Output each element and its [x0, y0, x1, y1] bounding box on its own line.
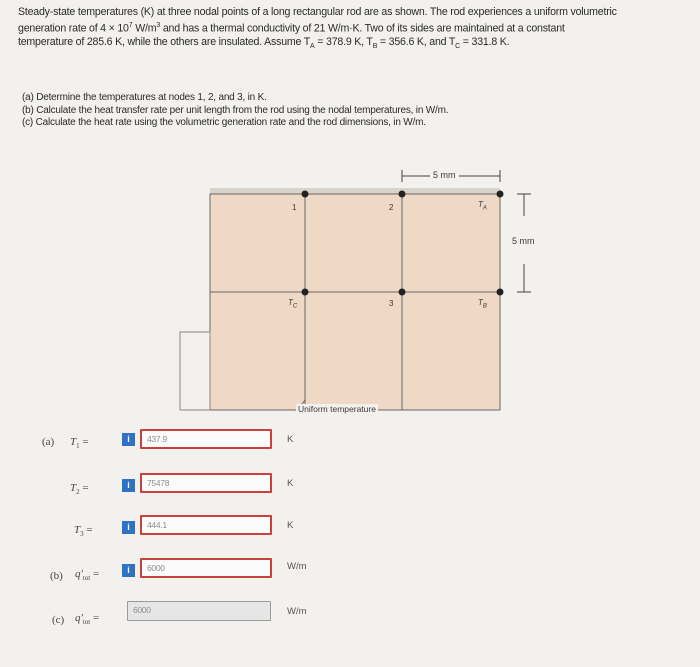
t2-unit: K — [287, 478, 294, 489]
node-3 — [399, 289, 406, 296]
uniform-temperature-label: Uniform temperature — [298, 404, 376, 414]
qc-unit: W/m — [287, 606, 307, 617]
task-a: (a) Determine the temperatures at nodes 1, 2, and 3, in K. — [22, 92, 267, 103]
qb-label: $q'_{tot}$ = — [75, 568, 100, 583]
node-2-label: 2 — [389, 203, 394, 212]
node-1-label: 1 — [292, 203, 297, 212]
node-tc — [302, 289, 309, 296]
t1-label: $T_1$ = — [70, 436, 89, 451]
task-b: (b) Calculate the heat transfer rate per unit length from the rod using the nodal temperatures, in W/m. — [22, 104, 449, 116]
tc-label: $T_C$ — [288, 298, 298, 310]
tb-label: $T_B$ — [478, 298, 487, 310]
t3-label: $T_3$ = — [74, 524, 93, 539]
info-icon[interactable]: i — [122, 433, 135, 446]
problem-line-1: Steady-state temperatures (K) at three nodal points of a long rectangular rod are as shown. The rod experiences a uniform volumetric — [18, 6, 617, 18]
qb-unit: W/m — [287, 561, 307, 572]
t2-input[interactable]: 75478 — [140, 473, 272, 493]
task-c: (c) Calculate the heat rate using the volumetric generation rate and the rod dimensions, in W/m. — [22, 117, 426, 128]
t2-label: $T_2$ = — [70, 482, 89, 497]
t1-unit: K — [287, 434, 294, 445]
t3-input[interactable]: 444.1 — [140, 515, 272, 535]
problem-line-3: temperature of 285.6 K, while the others are insulated. Assume $T_A = 378.9$ K, $T_B = 356.6$ K, and $T_C = 331.8$ K. — [18, 35, 510, 50]
rod-body — [210, 194, 500, 410]
problem-line-2: generation rate of $4 \times 10^7$ $W/m^3$ and has a thermal conductivity of 21 W/m·K. Two of its sides are maintained at a constant — [18, 22, 565, 35]
insulation-top — [210, 188, 500, 194]
part-a-label: (a) — [42, 436, 55, 448]
info-icon[interactable]: i — [122, 564, 135, 577]
node-2 — [399, 191, 406, 198]
t1-input[interactable]: 437.9 — [140, 429, 272, 449]
dim-vertical-label: 5 mm — [512, 236, 535, 246]
ta-label: $T_A$ — [478, 200, 487, 212]
node-tb — [497, 289, 504, 296]
node-ta — [497, 191, 504, 198]
qb-input[interactable]: 6000 — [140, 558, 272, 578]
info-icon[interactable]: i — [122, 479, 135, 492]
dim-horizontal-label: 5 mm — [430, 170, 459, 180]
t3-unit: K — [287, 520, 294, 531]
boundary-step — [180, 332, 210, 410]
node-1 — [302, 191, 309, 198]
qc-label: $q'_{tot}$ = — [75, 612, 100, 627]
part-b-label: (b) — [50, 570, 63, 582]
part-c-label: (c) — [52, 614, 65, 626]
node-3-label: 3 — [389, 299, 394, 308]
qc-input[interactable]: 6000 — [127, 601, 271, 621]
info-icon[interactable]: i — [122, 521, 135, 534]
